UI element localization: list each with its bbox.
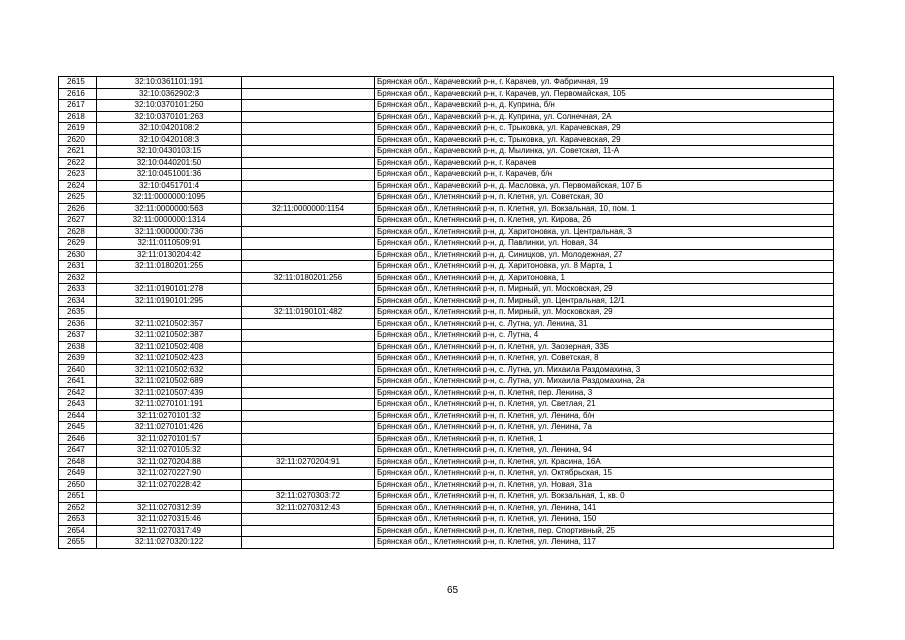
address-cell: Брянская обл., Клетнянский р-н, п. Клетня, ул. Ленина, 117 — [375, 537, 834, 549]
table-row — [59, 272, 834, 284]
row-number-cell: 2637 — [59, 330, 97, 342]
table-row — [59, 318, 834, 330]
address-cell: Брянская обл., Клетнянский р-н, п. Клетня, ул. Светлая, 21 — [375, 399, 834, 411]
table-row — [59, 249, 834, 261]
related-cadastral-number-cell — [242, 215, 375, 227]
row-number-cell: 2636 — [59, 318, 97, 330]
cadastral-number-cell — [97, 307, 242, 319]
address-cell: Брянская обл., Клетнянский р-н, п. Клетня, пер. Ленина, 3 — [375, 387, 834, 399]
related-cadastral-number-cell — [242, 445, 375, 457]
row-number-cell: 2630 — [59, 249, 97, 261]
address-cell: Брянская обл., Клетнянский р-н, п. Мирный, ул. Московская, 29 — [375, 284, 834, 296]
related-cadastral-number-cell — [242, 100, 375, 112]
table-row — [59, 433, 834, 445]
table-row — [59, 123, 834, 135]
related-cadastral-number-cell — [242, 364, 375, 376]
row-number-cell: 2615 — [59, 77, 97, 89]
cadastral-number-cell: 32:11:0180201:255 — [97, 261, 242, 273]
row-number-cell: 2627 — [59, 215, 97, 227]
table-row — [59, 226, 834, 238]
related-cadastral-number-cell — [242, 479, 375, 491]
table-row — [59, 502, 834, 514]
table-row — [59, 399, 834, 411]
address-cell: Брянская обл., Карачевский р-н, г. Карачев, б/н — [375, 169, 834, 181]
table-row — [59, 180, 834, 192]
address-cell: Брянская обл., Клетнянский р-н, п. Клетня, ул. Новая, 31а — [375, 479, 834, 491]
row-number-cell: 2628 — [59, 226, 97, 238]
related-cadastral-number-cell — [242, 169, 375, 181]
address-cell: Брянская обл., Клетнянский р-н, п. Клетня, ул. Ленина, 150 — [375, 514, 834, 526]
row-number-cell: 2648 — [59, 456, 97, 468]
table-row — [59, 445, 834, 457]
row-number-cell: 2646 — [59, 433, 97, 445]
address-cell: Брянская обл., Клетнянский р-н, д. Харитоновка, ул. Центральная, 3 — [375, 226, 834, 238]
row-number-cell: 2642 — [59, 387, 97, 399]
row-number-cell: 2625 — [59, 192, 97, 204]
address-cell: Брянская обл., Клетнянский р-н, д. Харитоновка, 1 — [375, 272, 834, 284]
cadastral-number-cell: 32:11:0270101:426 — [97, 422, 242, 434]
cadastral-number-cell: 32:11:0270227:90 — [97, 468, 242, 480]
row-number-cell: 2633 — [59, 284, 97, 296]
cadastral-number-cell: 32:11:0190101:278 — [97, 284, 242, 296]
cadastral-number-cell: 32:11:0270320:122 — [97, 537, 242, 549]
cadastral-number-cell: 32:11:0210502:632 — [97, 364, 242, 376]
row-number-cell: 2631 — [59, 261, 97, 273]
table-row — [59, 410, 834, 422]
row-number-cell: 2639 — [59, 353, 97, 365]
related-cadastral-number-cell — [242, 399, 375, 411]
related-cadastral-number-cell: 32:11:0270204:91 — [242, 456, 375, 468]
cadastral-number-cell: 32:11:0000000:1314 — [97, 215, 242, 227]
table-row — [59, 456, 834, 468]
cadastral-number-cell: 32:10:0451701:4 — [97, 180, 242, 192]
cadastral-number-cell: 32:11:0210502:357 — [97, 318, 242, 330]
row-number-cell: 2622 — [59, 157, 97, 169]
row-number-cell: 2647 — [59, 445, 97, 457]
address-cell: Брянская обл., Клетнянский р-н, д. Павлинки, ул. Новая, 34 — [375, 238, 834, 250]
row-number-cell: 2616 — [59, 88, 97, 100]
table-row — [59, 387, 834, 399]
row-number-cell: 2619 — [59, 123, 97, 135]
cadastral-number-cell: 32:11:0210507:439 — [97, 387, 242, 399]
related-cadastral-number-cell — [242, 376, 375, 388]
row-number-cell: 2618 — [59, 111, 97, 123]
cadastral-number-cell: 32:11:0210502:689 — [97, 376, 242, 388]
row-number-cell: 2620 — [59, 134, 97, 146]
table-row — [59, 203, 834, 215]
row-number-cell: 2617 — [59, 100, 97, 112]
cadastral-number-cell: 32:11:0000000:1095 — [97, 192, 242, 204]
related-cadastral-number-cell: 32:11:0000000:1154 — [242, 203, 375, 215]
address-cell: Брянская обл., Клетнянский р-н, п. Клетня, ул. Советская, 8 — [375, 353, 834, 365]
cadastral-number-cell: 32:11:0270312:39 — [97, 502, 242, 514]
cadastral-number-cell: 32:11:0270101:32 — [97, 410, 242, 422]
table-row — [59, 100, 834, 112]
related-cadastral-number-cell — [242, 261, 375, 273]
cadastral-number-cell: 32:11:0270228:42 — [97, 479, 242, 491]
related-cadastral-number-cell — [242, 387, 375, 399]
row-number-cell: 2649 — [59, 468, 97, 480]
address-cell: Брянская обл., Клетнянский р-н, с. Лутна, ул. Ленина, 31 — [375, 318, 834, 330]
table-row — [59, 88, 834, 100]
related-cadastral-number-cell: 32:11:0190101:482 — [242, 307, 375, 319]
table-row — [59, 422, 834, 434]
table-row — [59, 134, 834, 146]
related-cadastral-number-cell — [242, 410, 375, 422]
cadastral-number-cell: 32:10:0370101:250 — [97, 100, 242, 112]
address-cell: Брянская обл., Клетнянский р-н, п. Клетня, ул. Октябрьская, 15 — [375, 468, 834, 480]
table-row — [59, 77, 834, 89]
page-number: 65 — [446, 585, 459, 596]
related-cadastral-number-cell — [242, 111, 375, 123]
related-cadastral-number-cell — [242, 330, 375, 342]
cadastral-number-cell: 32:11:0190101:295 — [97, 295, 242, 307]
table-body — [59, 77, 834, 549]
table-row — [59, 468, 834, 480]
cadastral-number-cell: 32:11:0000000:563 — [97, 203, 242, 215]
related-cadastral-number-cell — [242, 433, 375, 445]
row-number-cell: 2650 — [59, 479, 97, 491]
cadastral-number-cell — [97, 491, 242, 503]
address-cell: Брянская обл., Клетнянский р-н, д. Синицков, ул. Молодежная, 27 — [375, 249, 834, 261]
table-row — [59, 284, 834, 296]
related-cadastral-number-cell — [242, 238, 375, 250]
cadastral-number-cell: 32:11:0270105:32 — [97, 445, 242, 457]
address-cell: Брянская обл., Карачевский р-н, д. Масловка, ул. Первомайская, 107 Б — [375, 180, 834, 192]
cadastral-number-cell: 32:11:0210502:408 — [97, 341, 242, 353]
row-number-cell: 2653 — [59, 514, 97, 526]
cadastral-number-cell: 32:10:0440201:50 — [97, 157, 242, 169]
related-cadastral-number-cell: 32:11:0180201:256 — [242, 272, 375, 284]
cadastral-number-cell: 32:11:0270317:49 — [97, 525, 242, 537]
row-number-cell: 2626 — [59, 203, 97, 215]
related-cadastral-number-cell — [242, 77, 375, 89]
cadastral-number-cell: 32:11:0110509:91 — [97, 238, 242, 250]
table-row — [59, 353, 834, 365]
cadastral-number-cell: 32:10:0430103:15 — [97, 146, 242, 158]
table-row — [59, 376, 834, 388]
address-cell: Брянская обл., Клетнянский р-н, п. Клетня, ул. Ленина, 94 — [375, 445, 834, 457]
related-cadastral-number-cell — [242, 318, 375, 330]
address-cell: Брянская обл., Клетнянский р-н, с. Лутна, ул. Михаила Раздомахина, 3 — [375, 364, 834, 376]
address-cell: Брянская обл., Клетнянский р-н, д. Харитоновка, ул. 8 Марта, 1 — [375, 261, 834, 273]
table-row — [59, 491, 834, 503]
address-cell: Брянская обл., Клетнянский р-н, п. Клетня, ул. Ленина, 141 — [375, 502, 834, 514]
address-cell: Брянская обл., Клетнянский р-н, п. Мирный, ул. Центральная, 12/1 — [375, 295, 834, 307]
table-row — [59, 238, 834, 250]
row-number-cell: 2645 — [59, 422, 97, 434]
cadastral-number-cell: 32:10:0420108:2 — [97, 123, 242, 135]
row-number-cell: 2652 — [59, 502, 97, 514]
cadastral-number-cell: 32:11:0210502:423 — [97, 353, 242, 365]
row-number-cell: 2654 — [59, 525, 97, 537]
cadastral-number-cell: 32:11:0130204:42 — [97, 249, 242, 261]
row-number-cell: 2629 — [59, 238, 97, 250]
table-row — [59, 479, 834, 491]
address-cell: Брянская обл., Клетнянский р-н, п. Клетня, ул. Ленина, 7а — [375, 422, 834, 434]
table-row — [59, 146, 834, 158]
address-cell: Брянская обл., Клетнянский р-н, п. Клетня, 1 — [375, 433, 834, 445]
cadastral-number-cell: 32:10:0420108:3 — [97, 134, 242, 146]
cadastral-number-cell: 32:10:0361101:191 — [97, 77, 242, 89]
row-number-cell: 2632 — [59, 272, 97, 284]
cadastral-number-cell — [97, 272, 242, 284]
row-number-cell: 2621 — [59, 146, 97, 158]
table-row — [59, 261, 834, 273]
cadastral-number-cell: 32:11:0000000:736 — [97, 226, 242, 238]
table-row — [59, 537, 834, 549]
row-number-cell: 2624 — [59, 180, 97, 192]
row-number-cell: 2640 — [59, 364, 97, 376]
related-cadastral-number-cell — [242, 192, 375, 204]
cadastral-number-cell: 32:11:0270315:46 — [97, 514, 242, 526]
related-cadastral-number-cell — [242, 157, 375, 169]
related-cadastral-number-cell — [242, 123, 375, 135]
table-row — [59, 111, 834, 123]
address-cell: Брянская обл., Клетнянский р-н, п. Клетня, пер. Спортивный, 25 — [375, 525, 834, 537]
related-cadastral-number-cell — [242, 284, 375, 296]
table-row — [59, 169, 834, 181]
related-cadastral-number-cell — [242, 146, 375, 158]
row-number-cell: 2641 — [59, 376, 97, 388]
related-cadastral-number-cell — [242, 353, 375, 365]
cadastral-number-cell: 32:11:0270204:88 — [97, 456, 242, 468]
row-number-cell: 2643 — [59, 399, 97, 411]
row-number-cell: 2651 — [59, 491, 97, 503]
table-row — [59, 514, 834, 526]
address-cell: Брянская обл., Клетнянский р-н, с. Лутна, ул. Михаила Раздомахина, 2а — [375, 376, 834, 388]
address-cell: Брянская обл., Клетнянский р-н, п. Клетня, ул. Кирова, 26 — [375, 215, 834, 227]
row-number-cell: 2655 — [59, 537, 97, 549]
table-row — [59, 215, 834, 227]
related-cadastral-number-cell — [242, 422, 375, 434]
related-cadastral-number-cell — [242, 249, 375, 261]
address-cell: Брянская обл., Клетнянский р-н, п. Клетня, ул. Советская, 30 — [375, 192, 834, 204]
row-number-cell: 2638 — [59, 341, 97, 353]
row-number-cell: 2623 — [59, 169, 97, 181]
address-cell: Брянская обл., Карачевский р-н, г. Карачев — [375, 157, 834, 169]
related-cadastral-number-cell — [242, 88, 375, 100]
row-number-cell: 2644 — [59, 410, 97, 422]
address-cell: Брянская обл., Клетнянский р-н, с. Лутна, 4 — [375, 330, 834, 342]
related-cadastral-number-cell — [242, 295, 375, 307]
address-cell: Брянская обл., Карачевский р-н, д. Мылинка, ул. Советская, 11-А — [375, 146, 834, 158]
address-cell: Брянская обл., Клетнянский р-н, п. Клетня, ул. Ленина, б/н — [375, 410, 834, 422]
address-cell: Брянская обл., Клетнянский р-н, п. Клетня, ул. Вокзальная, 1, кв. 0 — [375, 491, 834, 503]
address-cell: Брянская обл., Карачевский р-н, д. Куприна, ул. Солнечная, 2А — [375, 111, 834, 123]
table-row — [59, 157, 834, 169]
related-cadastral-number-cell: 32:11:0270312:43 — [242, 502, 375, 514]
document-page — [58, 76, 833, 549]
cadastral-number-cell: 32:11:0270101:191 — [97, 399, 242, 411]
table-row — [59, 307, 834, 319]
related-cadastral-number-cell — [242, 226, 375, 238]
cadastral-number-cell: 32:10:0451001:36 — [97, 169, 242, 181]
address-cell: Брянская обл., Клетнянский р-н, п. Клетня, ул. Красина, 16А — [375, 456, 834, 468]
table-row — [59, 192, 834, 204]
table-row — [59, 364, 834, 376]
address-cell: Брянская обл., Клетнянский р-н, п. Клетня, ул. Вокзальная, 10, пом. 1 — [375, 203, 834, 215]
cadastral-number-cell: 32:11:0210502:387 — [97, 330, 242, 342]
related-cadastral-number-cell — [242, 537, 375, 549]
related-cadastral-number-cell — [242, 514, 375, 526]
address-cell: Брянская обл., Карачевский р-н, г. Карачев, ул. Фабричная, 19 — [375, 77, 834, 89]
cadastral-number-cell: 32:10:0370101:263 — [97, 111, 242, 123]
related-cadastral-number-cell: 32:11:0270303:72 — [242, 491, 375, 503]
address-cell: Брянская обл., Клетнянский р-н, п. Клетня, ул. Заозерная, 33Б — [375, 341, 834, 353]
address-cell: Брянская обл., Карачевский р-н, с. Трыковка, ул. Карачевская, 29 — [375, 123, 834, 135]
related-cadastral-number-cell — [242, 525, 375, 537]
table-row — [59, 341, 834, 353]
table-row — [59, 330, 834, 342]
address-cell: Брянская обл., Карачевский р-н, д. Куприна, б/н — [375, 100, 834, 112]
address-cell: Брянская обл., Карачевский р-н, с. Трыковка, ул. Карачевская, 29 — [375, 134, 834, 146]
cadastral-number-cell: 32:11:0270101:57 — [97, 433, 242, 445]
related-cadastral-number-cell — [242, 341, 375, 353]
related-cadastral-number-cell — [242, 180, 375, 192]
related-cadastral-number-cell — [242, 468, 375, 480]
row-number-cell: 2635 — [59, 307, 97, 319]
row-number-cell: 2634 — [59, 295, 97, 307]
cadastral-table — [58, 76, 834, 549]
table-row — [59, 525, 834, 537]
address-cell: Брянская обл., Карачевский р-н, г. Карачев, ул. Первомайская, 105 — [375, 88, 834, 100]
address-cell: Брянская обл., Клетнянский р-н, п. Мирный, ул. Московская, 29 — [375, 307, 834, 319]
cadastral-number-cell: 32:10:0362902:3 — [97, 88, 242, 100]
table-row — [59, 295, 834, 307]
related-cadastral-number-cell — [242, 134, 375, 146]
